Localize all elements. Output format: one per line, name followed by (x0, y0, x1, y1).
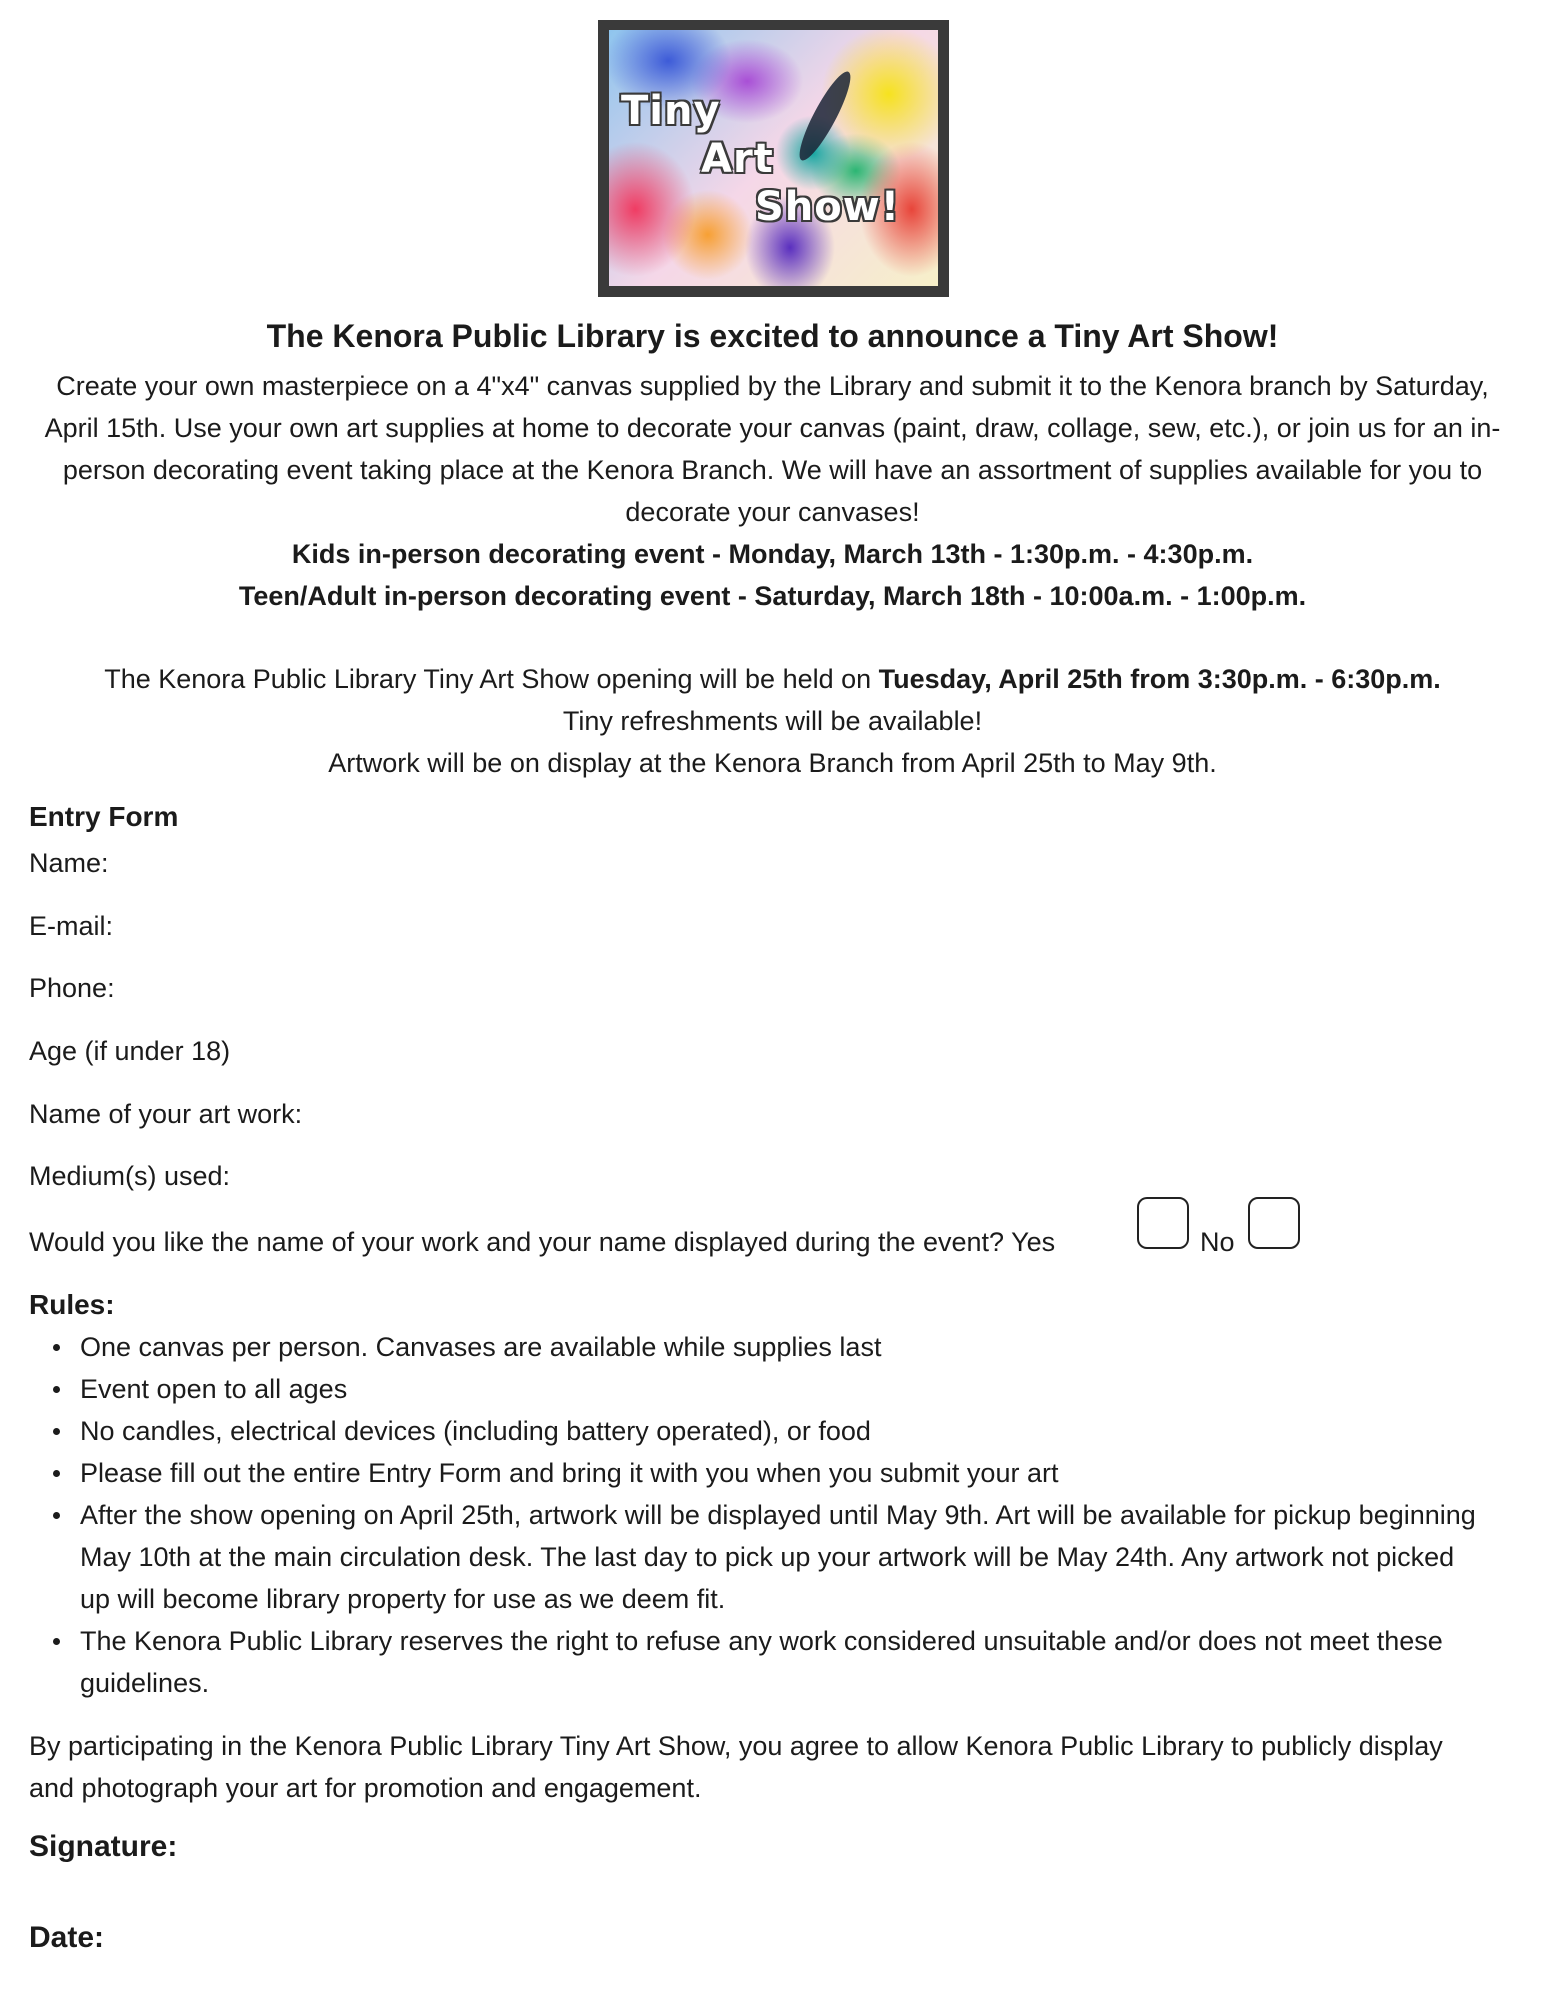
artwork-word-art: Art (701, 136, 774, 182)
yes-checkbox[interactable] (1137, 1197, 1189, 1249)
rule-item: Please fill out the entire Entry Form and bring it with you when you submit your art (80, 1452, 1489, 1494)
age-field-label: Age (if under 18) (29, 1036, 231, 1066)
phone-field-label: Phone: (29, 973, 115, 1003)
artwork-word-tiny: Tiny (621, 88, 721, 134)
rule-item: No candles, electrical devices (including battery operated), or food (80, 1410, 1489, 1452)
no-label: No (1200, 1227, 1235, 1257)
rules-heading: Rules: (29, 1289, 115, 1320)
display-name-question: Would you like the name of your work and your name displayed during the event? Yes (29, 1227, 1056, 1257)
date-label: Date: (29, 1921, 105, 1954)
entry-form-heading: Entry Form (29, 801, 179, 832)
artwork-word-show: Show! (755, 184, 900, 230)
opening-date-time: Tuesday, April 25th from 3:30p.m. - 6:30p.m. (878, 664, 1441, 694)
rule-item: The Kenora Public Library reserves the right to refuse any work considered unsuitable and/or does not meet these guidelines. (80, 1620, 1489, 1704)
opening-line (30, 658, 1515, 700)
medium-field-label: Medium(s) used: (29, 1161, 231, 1191)
announcement-headline: The Kenora Public Library is excited to announce a Tiny Art Show! (266, 318, 1279, 354)
signature-label: Signature: (29, 1830, 178, 1863)
artwork-name-field-label: Name of your art work: (29, 1099, 303, 1129)
kids-event-line: Kids in-person decorating event - Monday, March 13th - 1:30p.m. - 4:30p.m. (291, 539, 1254, 569)
name-field-label: Name: (29, 848, 109, 878)
opening-prefix: The Kenora Public Library Tiny Art Show opening will be held on (104, 664, 879, 694)
rule-item: After the show opening on April 25th, artwork will be displayed until May 9th. Art will be available for pickup beginning May 10th at the main circulation desk. The last day to pick up your artwork will be May 24th. Any artwork not picked up will become library property for use as we deem fit. (80, 1494, 1489, 1620)
rule-item: One canvas per person. Canvases are available while supplies last (80, 1326, 1489, 1368)
teen-adult-event-line: Teen/Adult in-person decorating event - Saturday, March 18th - 10:00a.m. - 1:00p.m. (238, 581, 1307, 611)
display-dates-line: Artwork will be on display at the Kenora Branch from April 25th to May 9th. (328, 748, 1217, 778)
watercolor-canvas (609, 30, 938, 286)
announcement-intro: Create your own masterpiece on a 4"x4" canvas supplied by the Library and submit it to the Kenora branch by Saturday, April 15th. Use your own art supplies at home to decorate your canvas (paint, draw, collage, sew, etc.), or join us for an in-person decorating event taking place at the Kenora Branch. We will have an assortment of supplies available for you to decorate your canvases! (44, 371, 1501, 527)
consent-statement: By participating in the Kenora Public Library Tiny Art Show, you agree to allow Kenora Public Library to publicly display and photograph your art for promotion and engagement. (29, 1731, 1443, 1803)
no-checkbox[interactable] (1248, 1197, 1300, 1249)
email-field-label: E-mail: (29, 911, 114, 941)
tiny-art-show-artwork (598, 20, 949, 297)
rule-item: Event open to all ages (80, 1368, 1489, 1410)
refreshments-line: Tiny refreshments will be available! (562, 706, 983, 736)
ink-splash (792, 67, 858, 166)
rules-list (29, 1326, 1489, 1704)
